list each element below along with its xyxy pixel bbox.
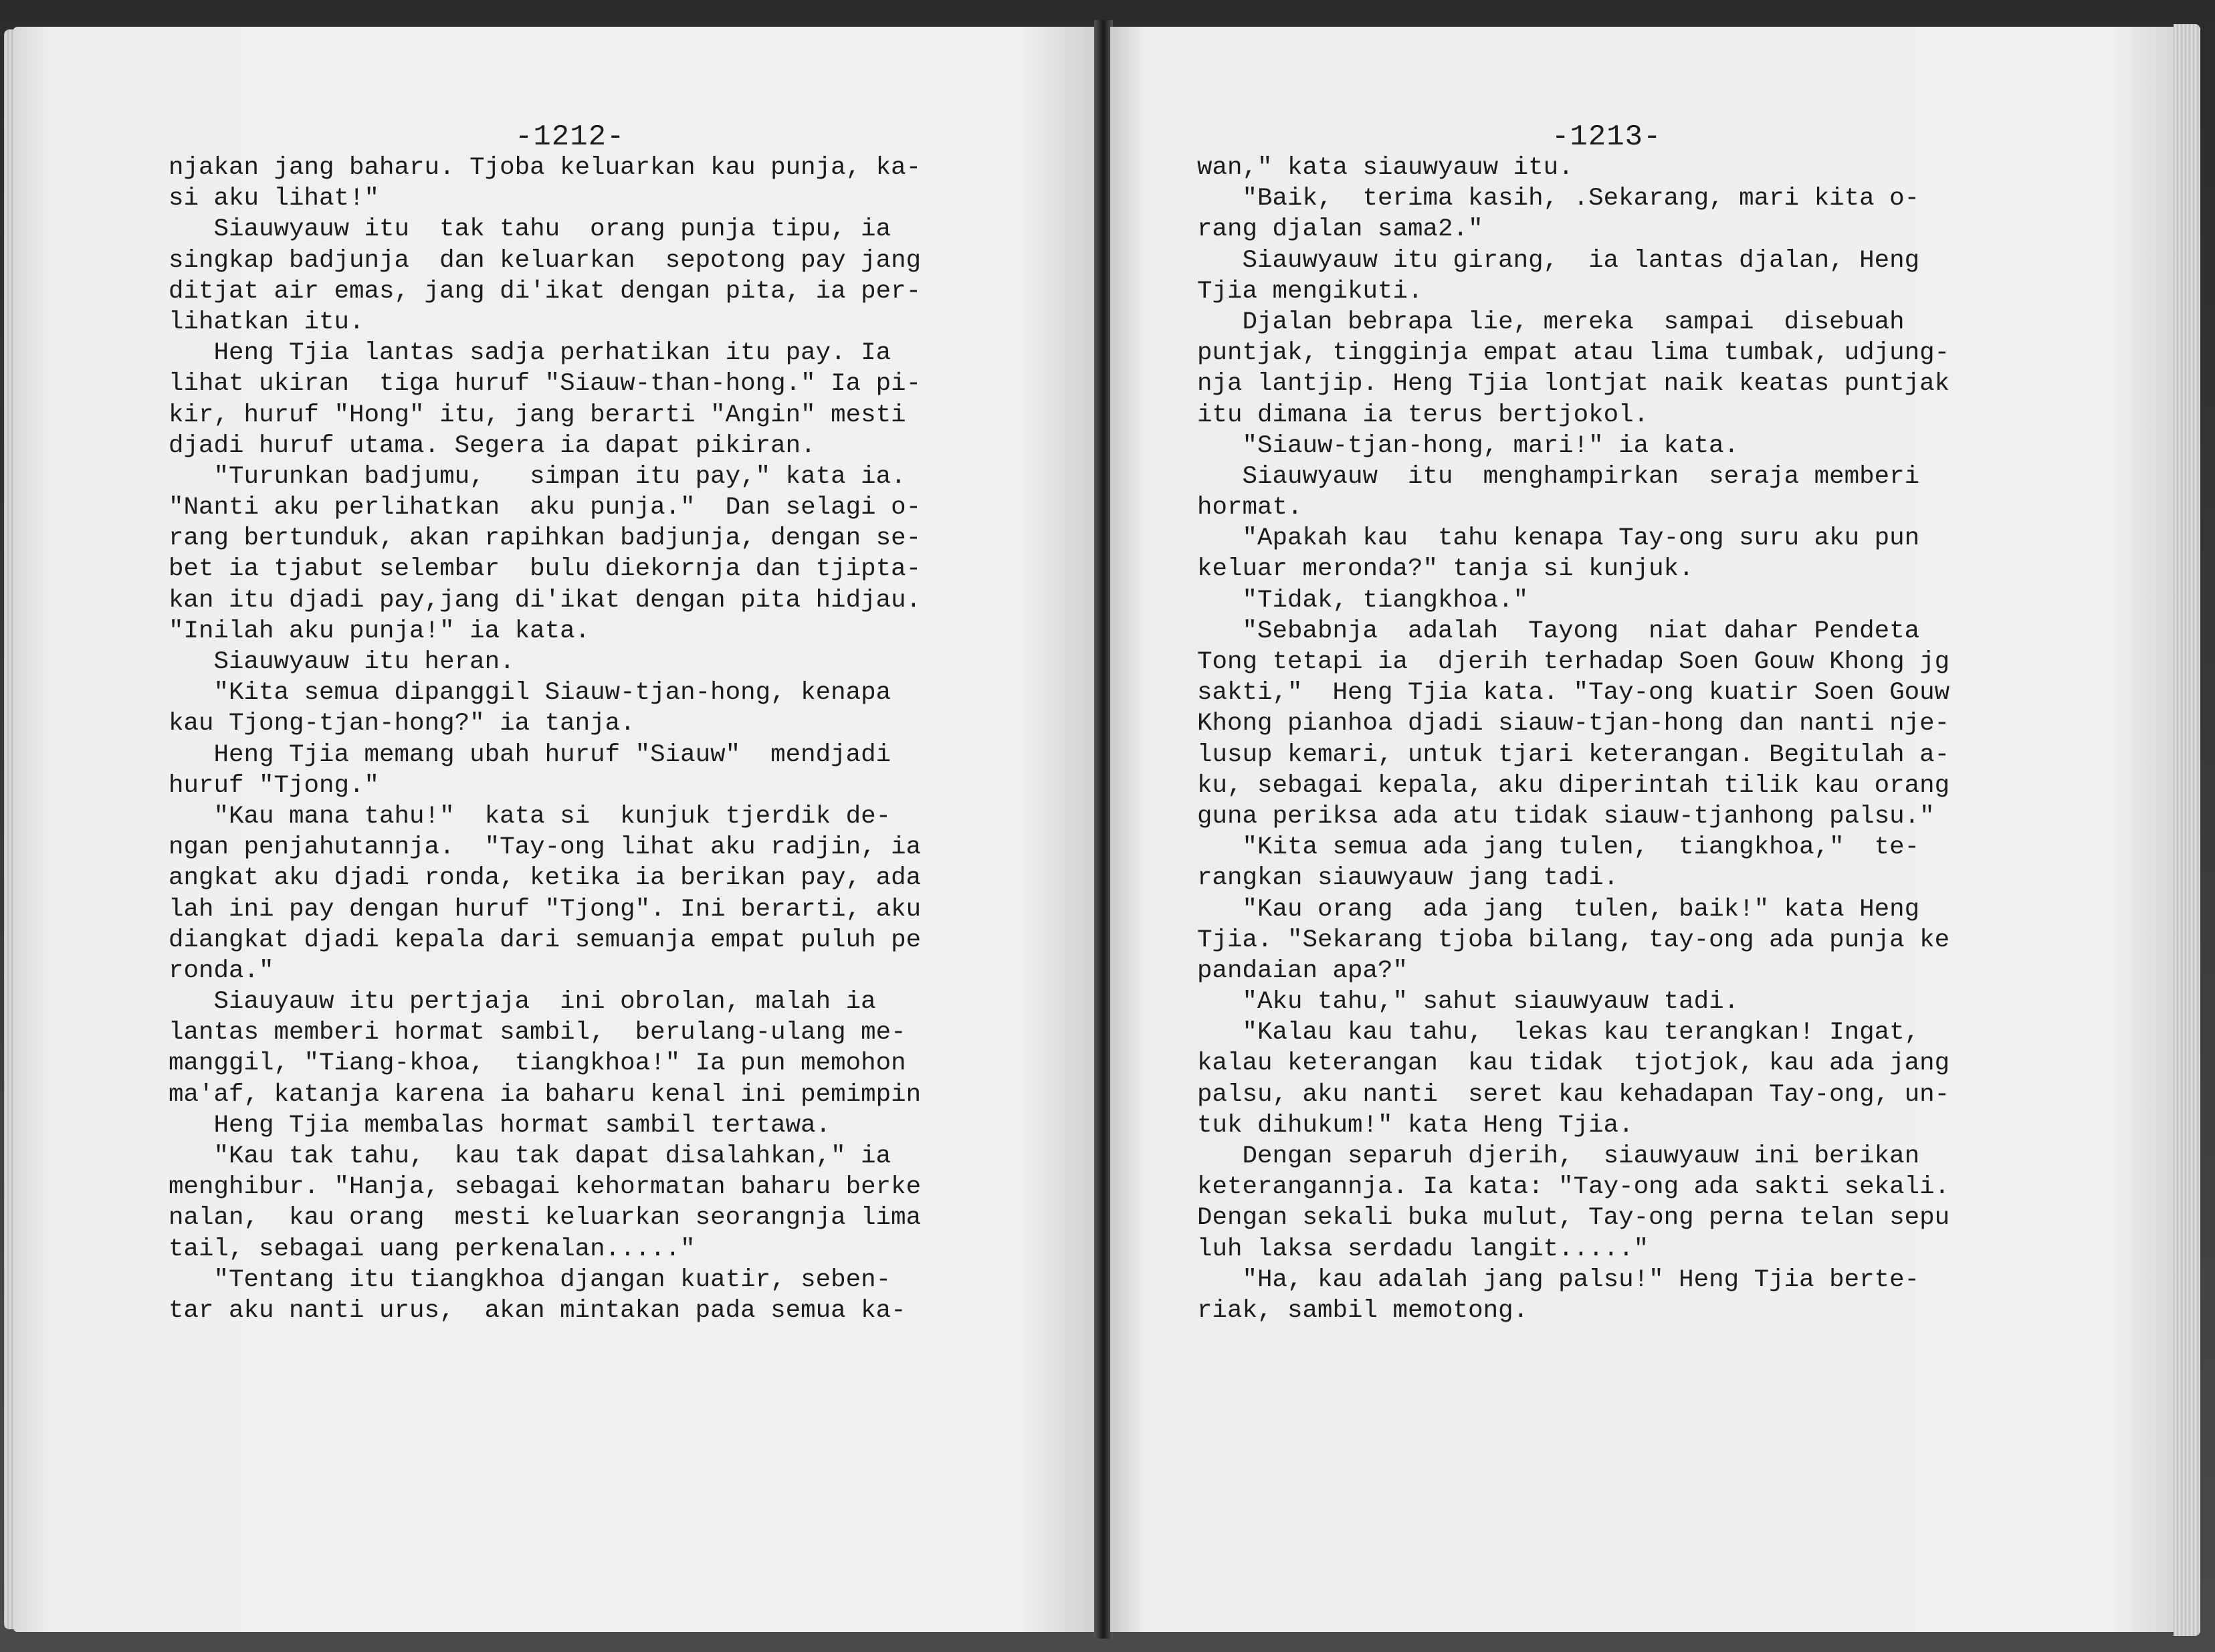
text-line: Khong pianhoa djadi siauw-tjan-hong dan nanti nje-: [1197, 710, 1950, 738]
text-line: diangkat djadi kepala dari semuanja empat puluh pe: [169, 926, 922, 954]
text-line: "Kita semua ada jang tulen, tiangkhoa," te-: [1197, 833, 1920, 862]
text-line: Tong tetapi ia djerih terhadap Soen Gouw Khong jg: [1197, 648, 1950, 676]
text-line: rang djalan sama2.": [1197, 215, 1483, 244]
text-line: Siauwyauw itu menghampirkan seraja memberi: [1197, 462, 1920, 491]
right-page-text: [1197, 152, 1949, 1326]
text-line: "Kau tak tahu, kau tak dapat disalahkan," ia: [169, 1142, 891, 1170]
text-line: "Tidak, tiangkhoa.": [1197, 586, 1529, 615]
text-line: Siauwyauw itu tak tahu orang punja tipu, ia: [169, 215, 891, 244]
text-line: puntjak, tingginja empat atau lima tumbak, udjung-: [1197, 339, 1950, 368]
text-line: "Apakah kau tahu kenapa Tay-ong suru aku pun: [1197, 524, 1920, 553]
text-line: Djalan bebrapa lie, mereka sampai disebuah: [1197, 308, 1905, 336]
text-line: guna periksa ada atu tidak siauw-tjanhong palsu.": [1197, 802, 1935, 831]
text-line: "Kalau kau tahu, lekas kau terangkan! Ingat,: [1197, 1019, 1920, 1047]
text-line: wan," kata siauwyauw itu.: [1197, 154, 1574, 182]
text-line: lihat ukiran tiga huruf "Siauw-than-hong." Ia pi-: [169, 370, 922, 399]
text-line: "Siauw-tjan-hong, mari!" ia kata.: [1197, 431, 1739, 460]
text-line: luh laksa serdadu langit.....": [1197, 1235, 1649, 1263]
text-line: Heng Tjia membalas hormat sambil tertawa.: [169, 1111, 831, 1140]
text-line: angkat aku djadi ronda, ketika ia berikan pay, ada: [169, 864, 922, 893]
text-line: "Inilah aku punja!" ia kata.: [169, 617, 591, 645]
text-line: Dengan sekali buka mulut, Tay-ong perna telan sepu: [1197, 1204, 1950, 1233]
left-page: [13, 27, 1097, 1632]
left-page-number: -1212-: [515, 120, 625, 154]
text-line: ditjat air emas, jang di'ikat dengan pita, ia per-: [169, 277, 922, 306]
right-page-number: -1213-: [1552, 120, 1662, 154]
text-line: hormat.: [1197, 494, 1303, 522]
text-line: lihatkan itu.: [169, 308, 364, 336]
text-line: lusup kemari, untuk tjari keterangan. Begitulah a-: [1197, 740, 1950, 769]
text-line: ngan penjahutannja. "Tay-ong lihat aku radjin, ia: [169, 833, 922, 862]
text-line: singkap badjunja dan keluarkan sepotong pay jang: [169, 246, 922, 275]
text-line: "Kau orang ada jang tulen, baik!" kata Heng: [1197, 895, 1920, 924]
text-line: menghibur. "Hanja, sebagai kehormatan baharu berke: [169, 1173, 922, 1202]
text-line: Siauyauw itu pertjaja ini obrolan, malah ia: [169, 988, 876, 1017]
text-line: Siauwyauw itu heran.: [169, 648, 515, 676]
text-line: tuk dihukum!" kata Heng Tjia.: [1197, 1111, 1634, 1140]
text-line: riak, sambil memotong.: [1197, 1296, 1529, 1325]
text-line: manggil, "Tiang-khoa, tiangkhoa!" Ia pun memohon: [169, 1049, 906, 1078]
text-line: "Ha, kau adalah jang palsu!" Heng Tjia berte-: [1197, 1265, 1920, 1294]
text-line: tar aku nanti urus, akan mintakan pada semua ka-: [169, 1296, 906, 1325]
text-line: djadi huruf utama. Segera ia dapat pikiran.: [169, 431, 816, 460]
text-line: rang bertunduk, akan rapihkan badjunja, dengan se-: [169, 524, 922, 553]
text-line: Heng Tjia memang ubah huruf "Siauw" mendjadi: [169, 740, 891, 769]
text-line: huruf "Tjong.": [169, 771, 380, 800]
text-line: "Aku tahu," sahut siauwyauw tadi.: [1197, 988, 1739, 1017]
text-line: ku, sebagai kepala, aku diperintah tilik kau orang: [1197, 771, 1950, 800]
text-line: lantas memberi hormat sambil, berulang-ulang me-: [169, 1019, 906, 1047]
text-line: Tjia mengikuti.: [1197, 277, 1423, 306]
text-line: kir, huruf "Hong" itu, jang berarti "Angin" mesti: [169, 401, 906, 429]
text-line: "Kita semua dipanggil Siauw-tjan-hong, kenapa: [169, 679, 891, 708]
text-line: pandaian apa?": [1197, 956, 1408, 985]
text-line: "Nanti aku perlihatkan aku punja." Dan selagi o-: [169, 494, 922, 522]
text-line: itu dimana ia terus bertjokol.: [1197, 401, 1649, 429]
text-line: kalau keterangan kau tidak tjotjok, kau ada jang: [1197, 1049, 1950, 1078]
text-line: sakti," Heng Tjia kata. "Tay-ong kuatir Soen Gouw: [1197, 679, 1950, 708]
text-line: si aku lihat!": [169, 185, 380, 213]
text-line: Heng Tjia lantas sadja perhatikan itu pay. Ia: [169, 339, 891, 368]
text-line: bet ia tjabut selembar bulu diekornja dan tjipta-: [169, 555, 922, 584]
text-line: Tjia. "Sekarang tjoba bilang, tay-ong ada punja ke: [1197, 926, 1950, 954]
text-line: Dengan separuh djerih, siauwyauw ini berikan: [1197, 1142, 1920, 1170]
text-line: palsu, aku nanti seret kau kehadapan Tay-ong, un-: [1197, 1080, 1950, 1109]
text-line: nalan, kau orang mesti keluarkan seorangnja lima: [169, 1204, 922, 1233]
text-line: "Baik, terima kasih, .Sekarang, mari kita o-: [1197, 185, 1920, 213]
text-line: keterangannja. Ia kata: "Tay-ong ada sakti sekali.: [1197, 1173, 1950, 1202]
text-line: ronda.": [169, 956, 274, 985]
text-line: tail, sebagai uang perkenalan.....": [169, 1235, 696, 1263]
left-page-text: [169, 152, 921, 1326]
text-line: Siauwyauw itu girang, ia lantas djalan, Heng: [1197, 246, 1920, 275]
text-line: "Tentang itu tiangkhoa djangan kuatir, seben-: [169, 1265, 891, 1294]
text-line: njakan jang baharu. Tjoba keluarkan kau punja, ka-: [169, 154, 922, 182]
right-page-edges: [2174, 24, 2200, 1636]
text-line: rangkan siauwyauw jang tadi.: [1197, 864, 1619, 893]
right-page: [1110, 27, 2180, 1632]
text-line: "Kau mana tahu!" kata si kunjuk tjerdik de-: [169, 802, 891, 831]
text-line: ma'af, katanja karena ia baharu kenal ini pemimpin: [169, 1080, 922, 1109]
text-line: kan itu djadi pay,jang di'ikat dengan pita hidjau.: [169, 586, 922, 615]
text-line: lah ini pay dengan huruf "Tjong". Ini berarti, aku: [169, 895, 922, 924]
text-line: kau Tjong-tjan-hong?" ia tanja.: [169, 710, 635, 738]
text-line: nja lantjip. Heng Tjia lontjat naik keatas puntjak: [1197, 370, 1950, 399]
text-line: "Turunkan badjumu, simpan itu pay," kata ia.: [169, 462, 906, 491]
text-line: keluar meronda?" tanja si kunjuk.: [1197, 555, 1694, 584]
text-line: "Sebabnja adalah Tayong niat dahar Pendeta: [1197, 617, 1920, 645]
